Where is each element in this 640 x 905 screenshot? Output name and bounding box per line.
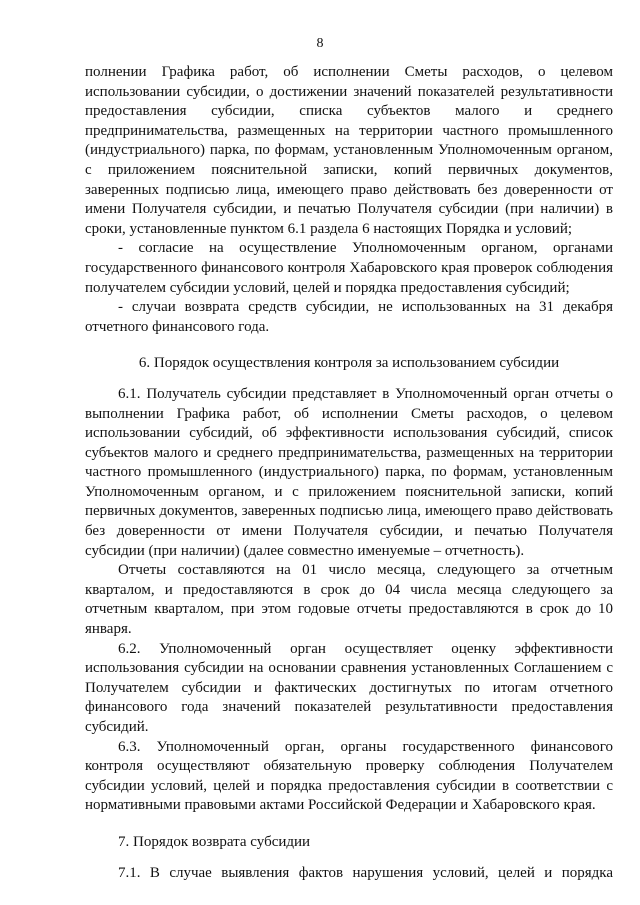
paragraph-refund-item: - случаи возврата средств субсидии, не использованных на 31 декабря отчетного финансового года. — [85, 299, 613, 335]
document-body — [85, 63, 613, 883]
paragraph-continuation: полнении Графика работ, об исполнении Сметы расходов, о целевом использовании субсидии, о достижении значений показателей результативности предоставления субсидии, списка субъектов малого и среднего предпринимательства, размещенных на территории частного промышленного (индустриального) парка, по формам, установленным Уполномоченным органом, с приложением пояснительной записки, копий первичных документов, заверенных подписью лица, имеющего право действовать без доверенности от имени Получателя субсидии, и печатью Получателя субсидии (при наличии) в сроки, установленные пунктом 6.1 раздела 6 настоящих Порядка и условий; — [85, 64, 613, 237]
paragraph-consent-item: - согласие на осуществление Уполномоченным органом, органами государственного финансового контроля Хабаровского края проверок соблюдения получателем субсидии условий, целей и порядка предоставления субсидий; — [85, 240, 613, 296]
paragraph-reports-deadline: Отчеты составляются на 01 число месяца, следующего за отчетным кварталом, и предоставляются в срок до 04 числа месяца следующего за отчетным кварталом, при этом годовые отчеты предоставляются в срок до 10 января. — [85, 562, 613, 638]
page-number: 8 — [316, 36, 324, 51]
section-heading-7: 7. Порядок возврата субсидии — [118, 833, 311, 850]
paragraph-6-2: 6.2. Уполномоченный орган осуществляет оценку эффективности использования субсидии на основании сравнения установленных Соглашением с Получателем субсидии и фактических достигнутых по итогам отчетного финансового года значений показателей результативности предоставления субсидий. — [85, 640, 613, 735]
paragraph-6-1: 6.1. Получатель субсидии представляет в Уполномоченный орган отчеты о выполнении Графика работ, об исполнении Сметы расходов, о целевом использовании субсидий, об эффективности использования субсидий, список субъектов малого и среднего предпринимательства, размещенных на территории частного промышленного (индустриального) парка, по формам, установленным Уполномоченным органом, и с приложением пояснительной записки, копий первичных документов, заверенных подписью лица, имеющего право действовать без доверенности от имени Получателя субсидии, и печатью Получателя субсидии (при наличии) (далее совместно именуемые – отчетность). — [85, 385, 613, 559]
paragraph-7-1: 7.1. В случае выявления фактов нарушения условий, целей и порядка — [118, 864, 613, 881]
paragraph-6-3: 6.3. Уполномоченный орган, органы государственного финансового контроля осуществляют обязательную проверку соблюдения Получателем субсидии условий, целей и порядка предоставления субсидии в соответствии с нормативными правовыми актами Российской Федерации и Хабаровского края. — [85, 738, 613, 814]
section-heading-6: 6. Порядок осуществления контроля за использованием субсидии — [138, 355, 560, 372]
